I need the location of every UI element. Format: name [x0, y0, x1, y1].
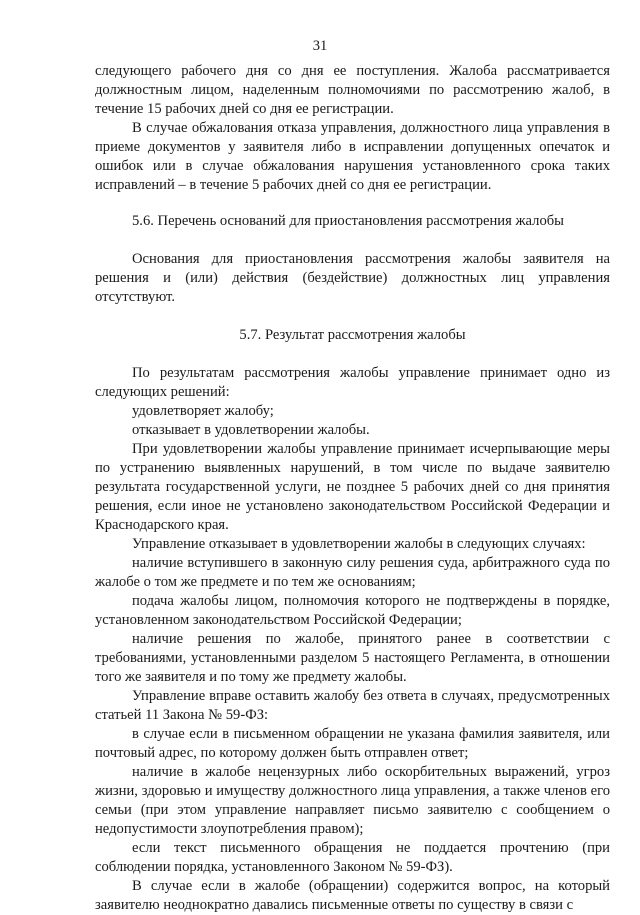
paragraph: По результатам рассмотрения жалобы управление принимает одно из следующих решений: [95, 365, 610, 400]
paragraph: В случае обжалования отказа управления, должностного лица управления в приеме документов у заявителя либо в исправлении допущенных опечаток и ошибок или в случае обжалования нарушения установленного срока таких исправлений – в течение 5 рабочих дней со дня ее регистрации. [95, 120, 610, 193]
list-item: отказывает в удовлетворении жалобы. [132, 422, 370, 438]
paragraph: Управление вправе оставить жалобу без ответа в случаях, предусмотренных статьей 11 Закона № 59-ФЗ: [95, 688, 610, 723]
document-body [95, 62, 610, 915]
list-item: удовлетворяет жалобу; [132, 403, 274, 419]
paragraph: Управление отказывает в удовлетворении жалобы в следующих случаях: [132, 536, 586, 552]
list-item: подача жалобы лицом, полномочия которого не подтверждены в порядке, установленном законодательством Российской Федерации; [95, 593, 610, 628]
paragraph: Основания для приостановления рассмотрения жалобы заявителя на решения и (или) действия (бездействие) должностных лиц управления отсутствуют. [95, 251, 610, 305]
paragraph: При удовлетворении жалобы управление принимает исчерпывающие меры по устранению выявленных нарушений, в том числе по выдаче заявителю результата государственной услуги, не позднее 5 рабочих дней со дня принятия решения, если иное не установлено законодательством Российской Федерации и Краснодарского края. [95, 441, 610, 533]
paragraph: В случае если в жалобе (обращении) содержится вопрос, на который заявителю неоднократно давались письменные ответы по существу в связи с [95, 878, 610, 913]
section-heading: 5.6. Перечень оснований для приостановления рассмотрения жалобы [132, 213, 564, 229]
list-item: наличие в жалобе нецензурных либо оскорбительных выражений, угроз жизни, здоровью и имуществу должностного лица управления, а также членов его семьи (при этом управление направляет письмо заявителю с сообщением о недопустимости злоупотребления правом); [95, 764, 610, 837]
list-item: в случае если в письменном обращении не указана фамилия заявителя, или почтовый адрес, по которому должен быть отправлен ответ; [95, 726, 610, 761]
list-item: наличие решения по жалобе, принятого ранее в соответствии с требованиями, установленными разделом 5 настоящего Регламента, в отношении того же заявителя и по тому же предмету жалобы. [95, 631, 610, 685]
section-heading: 5.7. Результат рассмотрения жалобы [239, 327, 466, 343]
page-number: 31 [312, 38, 328, 54]
paragraph: следующего рабочего дня со дня ее поступления. Жалоба рассматривается должностным лицом, наделенным полномочиями по рассмотрению жалоб, в течение 15 рабочих дней со дня ее регистрации. [95, 63, 610, 117]
list-item: если текст письменного обращения не поддается прочтению (при соблюдении порядка, установленного Законом № 59-ФЗ). [95, 840, 610, 875]
list-item: наличие вступившего в законную силу решения суда, арбитражного суда по жалобе о том же предмете и по тем же основаниям; [95, 555, 610, 590]
